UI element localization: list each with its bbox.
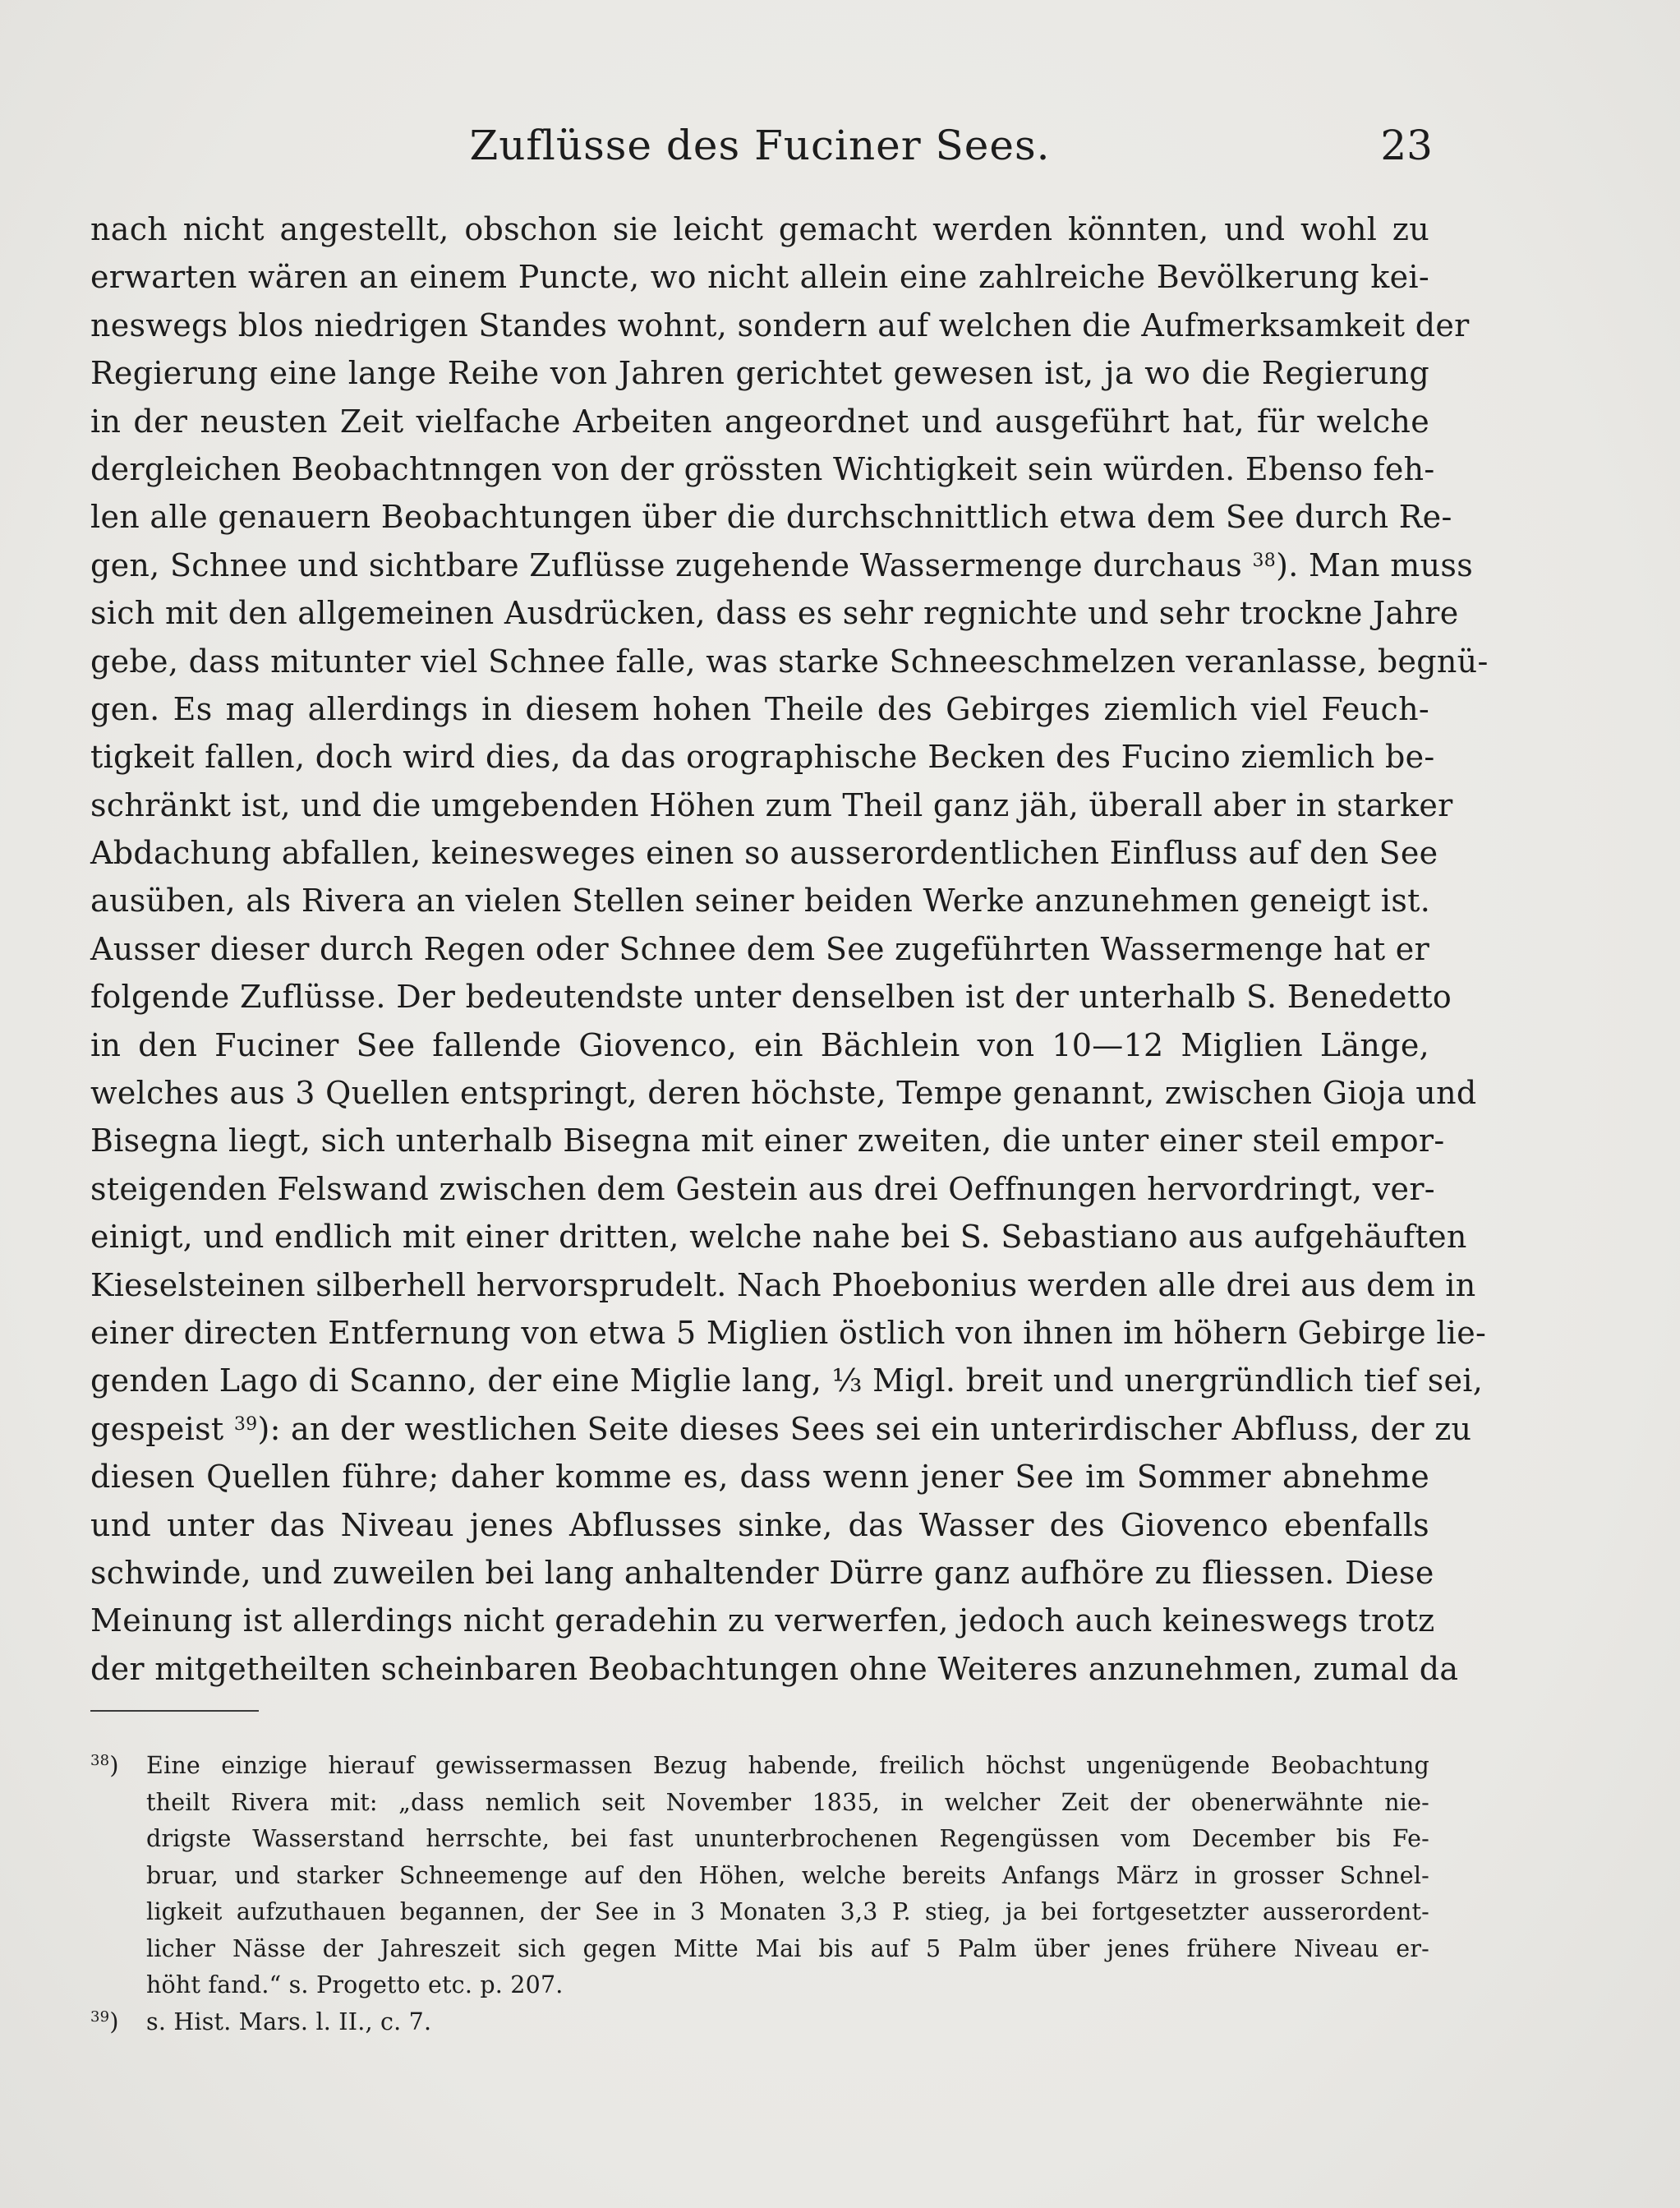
text-line: folgende Zuflüsse. Der bedeutendste unter denselben ist der unterhalb S. Benedetto	[90, 979, 1452, 1016]
footnote-separator	[90, 1710, 259, 1712]
text-line: einigt, und endlich mit einer dritten, welche nahe bei S. Sebastiano aus aufgehäuften	[90, 1219, 1467, 1256]
footnote-number: 39	[90, 2007, 110, 2026]
text-line: welches aus 3 Quellen entspringt, deren höchste, Tempe genannt, zwischen Gioja und	[90, 1075, 1477, 1112]
text-line: Regierung eine lange Reihe von Jahren gerichtet gewesen ist, ja wo die Regierung	[90, 355, 1429, 392]
footnote-39-line	[90, 2004, 1429, 2041]
footnotes	[90, 1748, 1429, 2040]
text-line: neswegs blos niedrigen Standes wohnt, sondern auf welchen die Aufmerksamkeit der	[90, 307, 1470, 343]
text-line: Ausser dieser durch Regen oder Schnee dem See zugeführten Wassermenge hat er	[90, 930, 1430, 967]
footnote-text: s. Hist. Mars. l. II., c. 7.	[146, 2007, 432, 2035]
text-line: sich mit den allgemeinen Ausdrücken, dass es sehr regnichte und sehr trockne Jahre	[90, 595, 1459, 632]
text-line: schwinde, und zuweilen bei lang anhaltender Dürre ganz aufhöre zu fliessen. Diese	[90, 1554, 1434, 1591]
text-line: und unter das Niveau jenes Abflusses sinke, das Wasser des Giovenco ebenfalls	[90, 1506, 1429, 1543]
text-line-with-footnote-ref	[90, 1405, 1472, 1453]
text-line: erwarten wären an einem Puncte, wo nicht allein eine zahlreiche Bevölkerung kei-	[90, 259, 1429, 296]
page-number: 23	[1380, 122, 1433, 169]
footnote-text: Eine einzige hierauf gewissermassen Bezug habende, freilich höchst ungenügende Beobachtung	[146, 1752, 1429, 1779]
text-line: in den Fuciner See fallende Giovenco, ein Bächlein von 10—12 Miglien Länge,	[90, 1026, 1429, 1063]
page-header	[90, 122, 1433, 179]
text-line: nach nicht angestellt, obschon sie leicht gemacht werden könnten, und wohl zu	[90, 211, 1429, 247]
text-line: dergleichen Beobachtnngen von der grössten Wichtigkeit sein würden. Ebenso feh-	[90, 450, 1435, 487]
footnote-38-line: licher Nässe der Jahreszeit sich gegen Mitte Mai bis auf 5 Palm über jenes frühere Niveau er-	[146, 1934, 1429, 1962]
footnote-38-line: theilt Rivera mit: „dass nemlich seit November 1835, in welcher Zeit der obenerwähnte nie-	[146, 1788, 1429, 1816]
footnote-38-line: bruar, und starker Schneemenge auf den Höhen, welche bereits Anfangs März in grosser Schnel-	[146, 1861, 1429, 1889]
text-line: Meinung ist allerdings nicht geradehin zu verwerfen, jedoch auch keineswegs trotz	[90, 1602, 1435, 1639]
text-line: Abdachung abfallen, keinesweges einen so ausserordentlichen Einfluss auf den See	[90, 835, 1438, 872]
footnote-mark: $^{39}$)	[90, 2007, 119, 2035]
text-line: diesen Quellen führe; daher komme es, dass wenn jener See im Sommer abnehme	[90, 1459, 1429, 1496]
text-segment: ): an der westlichen Seite dieses Sees sei ein unterirdischer Abfluss, der zu	[257, 1410, 1472, 1447]
footnote-mark: $^{38}$)	[90, 1752, 119, 1779]
footnote-38-line: ligkeit aufzuthauen begannen, der See in 3 Monaten 3,3 P. stieg, ja bei fortgesetzter ausserordent-	[146, 1898, 1429, 1925]
text-line: in der neusten Zeit vielfache Arbeiten angeordnet und ausgeführt hat, für welche	[90, 403, 1429, 440]
text-line: Bisegna liegt, sich unterhalb Bisegna mit einer zweiten, die unter einer steil empor-	[90, 1122, 1445, 1159]
footnote-reference: 38	[1252, 550, 1277, 571]
footnote-38-line	[90, 1748, 1429, 1785]
text-line: len alle genauern Beobachtungen über die durchschnittlich etwa dem See durch Re-	[90, 499, 1452, 536]
main-text	[90, 205, 1489, 1693]
text-line: ausüben, als Rivera an vielen Stellen seiner beiden Werke anzunehmen geneigt ist.	[90, 883, 1431, 920]
text-line: Kieselsteinen silberhell hervorsprudelt. Nach Phoebonius werden alle drei aus dem in	[90, 1266, 1476, 1303]
text-line-with-footnote-ref	[90, 542, 1474, 589]
text-segment: gen, Schnee und sichtbare Zuflüsse zugehende Wassermenge durchaus	[90, 546, 1243, 583]
text-line: tigkeit fallen, doch wird dies, da das orographische Becken des Fucino ziemlich be-	[90, 739, 1435, 776]
text-line: steigenden Felswand zwischen dem Gestein aus drei Oeffnungen hervordringt, ver-	[90, 1170, 1435, 1207]
text-line: einer directen Entfernung von etwa 5 Miglien östlich von ihnen im höhern Gebirge lie-	[90, 1314, 1487, 1351]
footnote-number: 38	[90, 1752, 110, 1769]
footnote-38-line: drigste Wasserstand herrschte, bei fast ununterbrochenen Regengüssen vom December bis Fe-	[146, 1825, 1429, 1852]
running-title: Zuflüsse des Fuciner Sees.	[469, 122, 1051, 169]
text-line: genden Lago di Scanno, der eine Miglie lang, ⅓ Migl. breit und unergründlich tief sei,	[90, 1362, 1484, 1399]
footnote-38-line: höht fand.“ s. Progetto etc. p. 207.	[146, 1971, 564, 1998]
text-line: gebe, dass mitunter viel Schnee falle, was starke Schneeschmelzen veranlasse, begnü-	[90, 643, 1489, 680]
text-line: schränkt ist, und die umgebenden Höhen zum Theil ganz jäh, überall aber in starker	[90, 786, 1453, 823]
footnote-reference: 39	[233, 1413, 258, 1435]
text-segment: ). Man muss	[1276, 546, 1474, 583]
text-segment: gespeist	[90, 1410, 224, 1447]
text-line: der mitgetheilten scheinbaren Beobachtungen ohne Weiteres anzunehmen, zumal da	[90, 1650, 1459, 1687]
text-line: gen. Es mag allerdings in diesem hohen Theile des Gebirges ziemlich viel Feuch-	[90, 690, 1429, 727]
